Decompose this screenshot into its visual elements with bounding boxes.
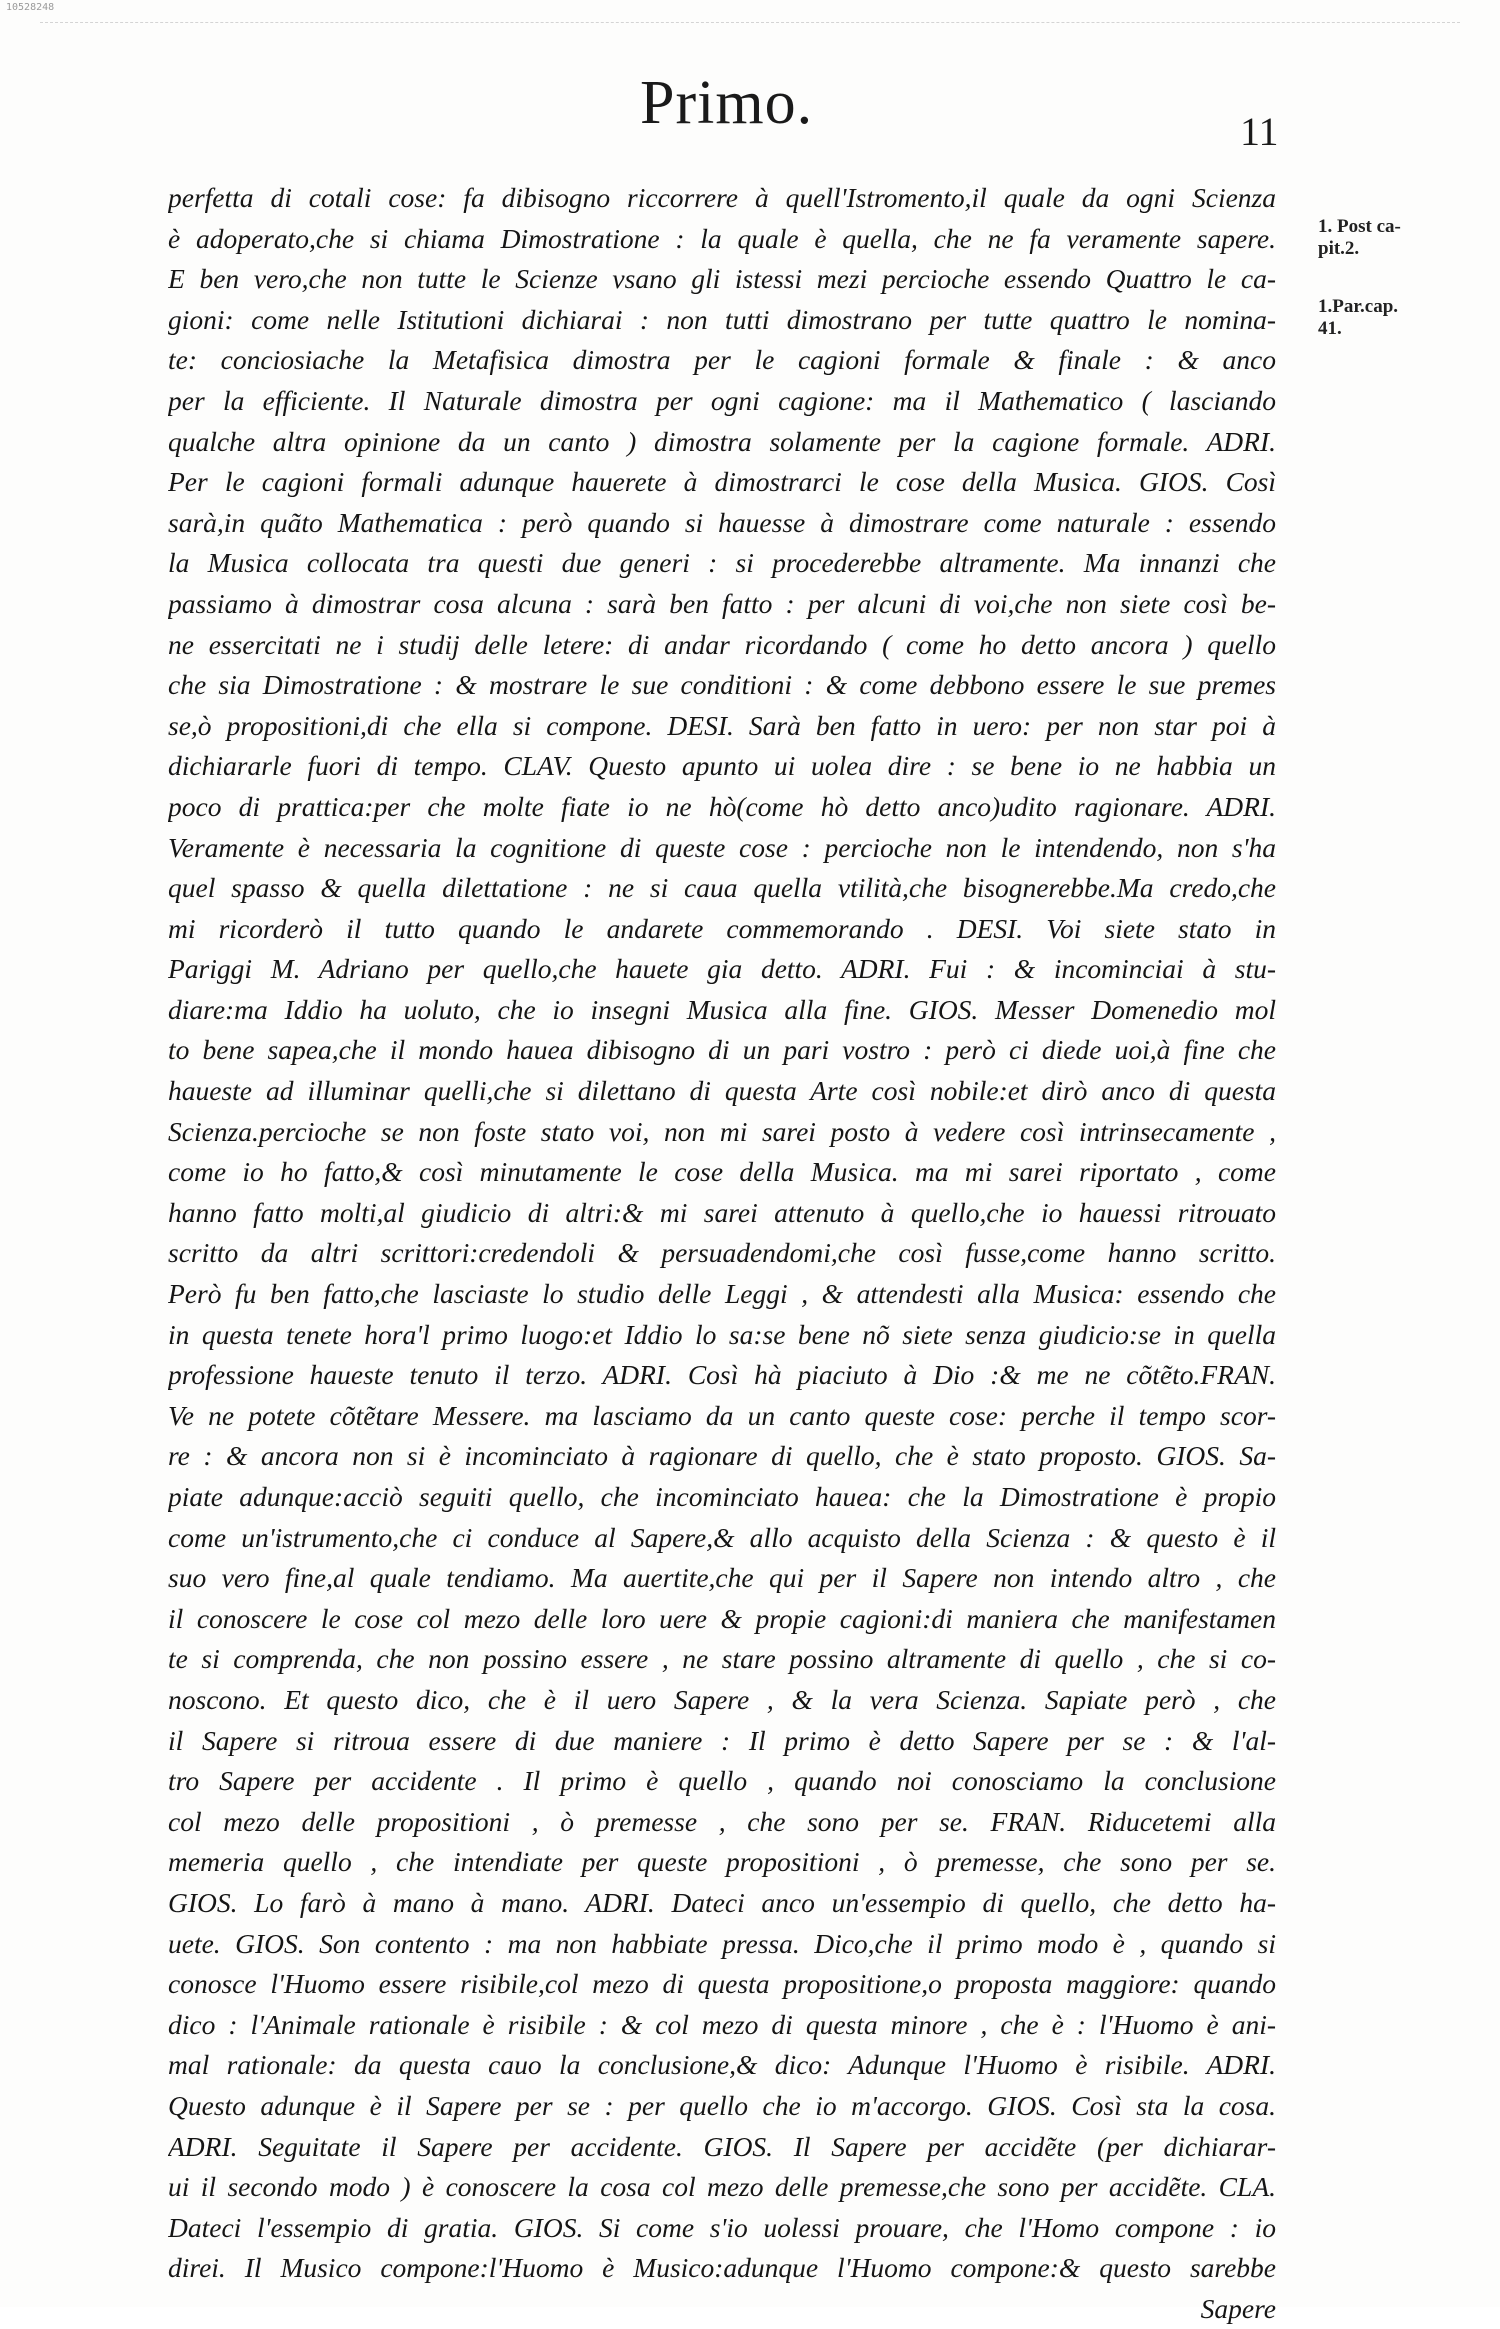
text-line: il Sapere si ritroua essere di due maniere : Il primo è detto Sapere per se : & l'al- xyxy=(168,1724,1276,1756)
text-line: gioni: come nelle Istitutioni dichiarai : non tutti dimostrano per tutte quattro le nomina- xyxy=(168,303,1276,335)
text-line: sarà,in quãto Mathematica : però quando si hauesse à dimostrare come naturale : essendo xyxy=(168,506,1276,538)
text-line: ne essercitati ne i studij delle letere: di andar ricordando ( come ho detto ancora ) quello xyxy=(168,628,1276,660)
text-line: re : & ancora non si è incominciato à ragionare di quello, che è stato proposto. GIOS. Sa- xyxy=(168,1440,1276,1472)
text-line: Scienza.percioche se non foste stato voi, non mi sarei posto à vedere così intrinsecamente , xyxy=(168,1115,1276,1147)
text-line: mi ricorderò il tutto quando le andarete commemorando . DESI. Voi siete stato in xyxy=(168,912,1276,944)
header-rule xyxy=(40,22,1460,23)
text-line: Questo adunque è il Sapere per se : per quello che io m'accorgo. GIOS. Così sta la cosa. xyxy=(168,2089,1276,2121)
marginal-note-par-cap xyxy=(1318,296,1398,340)
text-line: quel spasso & quella dilettatione : ne si caua quella vtilità,che bisognerebbe.Ma credo,che xyxy=(168,872,1276,904)
text-line: uete. GIOS. Son contento : ma non habbiate pressa. Dico,che il primo modo è , quando si xyxy=(168,1927,1276,1959)
text-line: Sapere xyxy=(1200,2292,1276,2324)
text-line: è adoperato,che si chiama Dimostratione : la quale è quella, che ne fa veramente sapere. xyxy=(168,222,1276,254)
text-line: poco di prattica:per che molte fiate io ne hò(come hò detto anco)udito ragionare. ADRI. xyxy=(168,790,1276,822)
running-title: Primo. xyxy=(640,69,814,137)
text-line: haueste ad illuminar quelli,che si dilettano di questa Arte così nobile:et dirò anco di questa xyxy=(168,1075,1276,1107)
body-text xyxy=(168,178,1276,2329)
text-line: GIOS. Lo farò à mano à mano. ADRI. Dateci anco un'essempio di quello, che detto ha- xyxy=(168,1886,1276,1918)
text-line: perfetta di cotali cose: fa dibisogno riccorrere à quell'Istromento,il quale da ogni Scienza xyxy=(168,182,1276,213)
text-line: dico : l'Animale rationale è risibile : & col mezo di questa minore , che è : l'Huomo è ani- xyxy=(168,2008,1276,2040)
text-line: noscono. Et questo dico, che è il uero Sapere , & la vera Scienza. Sapiate però , che xyxy=(168,1683,1276,1715)
text-line: Pariggi M. Adriano per quello,che hauete gia detto. ADRI. Fui : & incominciai à stu- xyxy=(168,953,1276,985)
text-line: come un'istrumento,che ci conduce al Sapere,& allo acquisto della Scienza : & questo è il xyxy=(168,1521,1276,1553)
text-line: memeria quello , che intendiate per queste propositioni , ò premesse, che sono per se. xyxy=(168,1846,1276,1878)
text-line: hanno fatto molti,al giudicio di altri:& mi sarei attenuto à quello,che io hauessi ritrouato xyxy=(168,1196,1276,1228)
text-line: che sia Dimostratione : & mostrare le sue conditioni : & come debbono essere le sue premes xyxy=(168,669,1276,701)
text-line: per la efficiente. Il Naturale dimostra per ogni cagione: ma il Mathematico ( lasciando xyxy=(168,384,1276,416)
text-line: passiamo à dimostrar cosa alcuna : sarà ben fatto : per alcuni di voi,che non siete così be- xyxy=(168,587,1276,619)
text-line: come io ho fatto,& così minutamente le cose della Musica. ma mi sarei riportato , come xyxy=(168,1156,1276,1188)
text-line: E ben vero,che non tutte le Scienze vsano gli istessi mezi percioche essendo Quattro le ca- xyxy=(168,263,1276,295)
text-line: in questa tenete hora'l primo luogo:et Iddio lo sa:se bene nõ siete senza giudicio:se in quella xyxy=(168,1318,1276,1350)
text-line: se,ò propositioni,di che ella si compone. DESI. Sarà ben fatto in uero: per non star poi à xyxy=(168,709,1276,741)
text-line: suo vero fine,al quale tendiamo. Ma auertite,che qui per il Sapere non intendo altro , che xyxy=(168,1562,1276,1594)
archive-stamp: 10528248 xyxy=(6,2,55,13)
text-line: tro Sapere per accidente . Il primo è quello , quando noi conosciamo la conclusione xyxy=(168,1765,1276,1797)
page-number: 11 xyxy=(1240,109,1279,154)
text-line: qualche altra opinione da un canto ) dimostra solamente per la cagione formale. ADRI. xyxy=(168,425,1276,457)
text-line: te si comprenda, che non possino essere , ne stare possino altramente di quello , che si co- xyxy=(168,1643,1276,1675)
text-line: la Musica collocata tra questi due generi : si procederebbe altramente. Ma innanzi che xyxy=(168,547,1276,579)
text-line: Veramente è necessaria la cognitione di queste cose : percioche non le intendendo, non s'ha xyxy=(168,831,1276,863)
marginal-note-text: 1.Par.cap. 41. xyxy=(1318,296,1399,339)
text-line: ADRI. Seguitate il Sapere per accidente. GIOS. Il Sapere per accidẽte (per dichiarar- xyxy=(168,2130,1276,2162)
text-line: conosce l'Huomo essere risibile,col mezo di questa propositione,o proposta maggiore: quando xyxy=(168,1968,1276,2000)
text-line: scritto da altri scrittori:credendoli & persuadendomi,che così fusse,come hanno scritto. xyxy=(168,1237,1276,1269)
text-line: professione haueste tenuto il terzo. ADRI. Così hà piaciuto à Dio :& me ne cõtẽto.FRAN. xyxy=(168,1359,1276,1391)
marginal-note-text: 1. Post ca- pit.2. xyxy=(1318,216,1401,259)
marginal-note-post-capit xyxy=(1318,216,1401,260)
text-line: dichiararle fuori di tempo. CLAV. Questo apunto ui uolea dire : se bene io ne habbia un xyxy=(168,750,1276,782)
text-line: piate adunque:acciò seguiti quello, che incominciato hauea: che la Dimostratione è propio xyxy=(168,1481,1276,1512)
text-line: te: conciosiache la Metafisica dimostra per le cagioni formale & finale : & anco xyxy=(168,344,1276,376)
text-line: il conoscere le cose col mezo delle loro uere & propie cagioni:di maniera che manifestamen xyxy=(168,1602,1276,1634)
text-line: diare:ma Iddio ha uoluto, che io insegni Musica alla fine. GIOS. Messer Domenedio mol xyxy=(168,993,1276,1025)
text-line: Ve ne potete cõtẽtare Messere. ma lasciamo da un canto queste cose: perche il tempo scor- xyxy=(168,1399,1276,1431)
text-line: col mezo delle propositioni , ò premesse , che sono per se. FRAN. Riducetemi alla xyxy=(168,1805,1276,1837)
text-line: Però fu ben fatto,che lasciaste lo studio delle Leggi , & attendesti alla Musica: essendo che xyxy=(168,1278,1276,1310)
text-line: ui il secondo modo ) è conoscere la cosa col mezo delle premesse,che sono per accidẽte. CLA. xyxy=(168,2171,1276,2203)
text-line: Dateci l'essempio di gratia. GIOS. Si come s'io uolessi prouare, che l'Homo compone : io xyxy=(168,2211,1276,2243)
text-line: mal rationale: da questa cauo la conclusione,& dico: Adunque l'Huomo è risibile. ADRI. xyxy=(168,2049,1276,2081)
text-line: Per le cagioni formali adunque hauerete à dimostrarci le cose della Musica. GIOS. Così xyxy=(168,466,1276,498)
text-line: to bene sapea,che il mondo hauea dibisogno di un pari vostro : però ci diede uoi,à fine che xyxy=(168,1034,1276,1066)
text-line: direi. Il Musico compone:l'Huomo è Musico:adunque l'Huomo compone:& questo sarebbe xyxy=(168,2252,1276,2284)
